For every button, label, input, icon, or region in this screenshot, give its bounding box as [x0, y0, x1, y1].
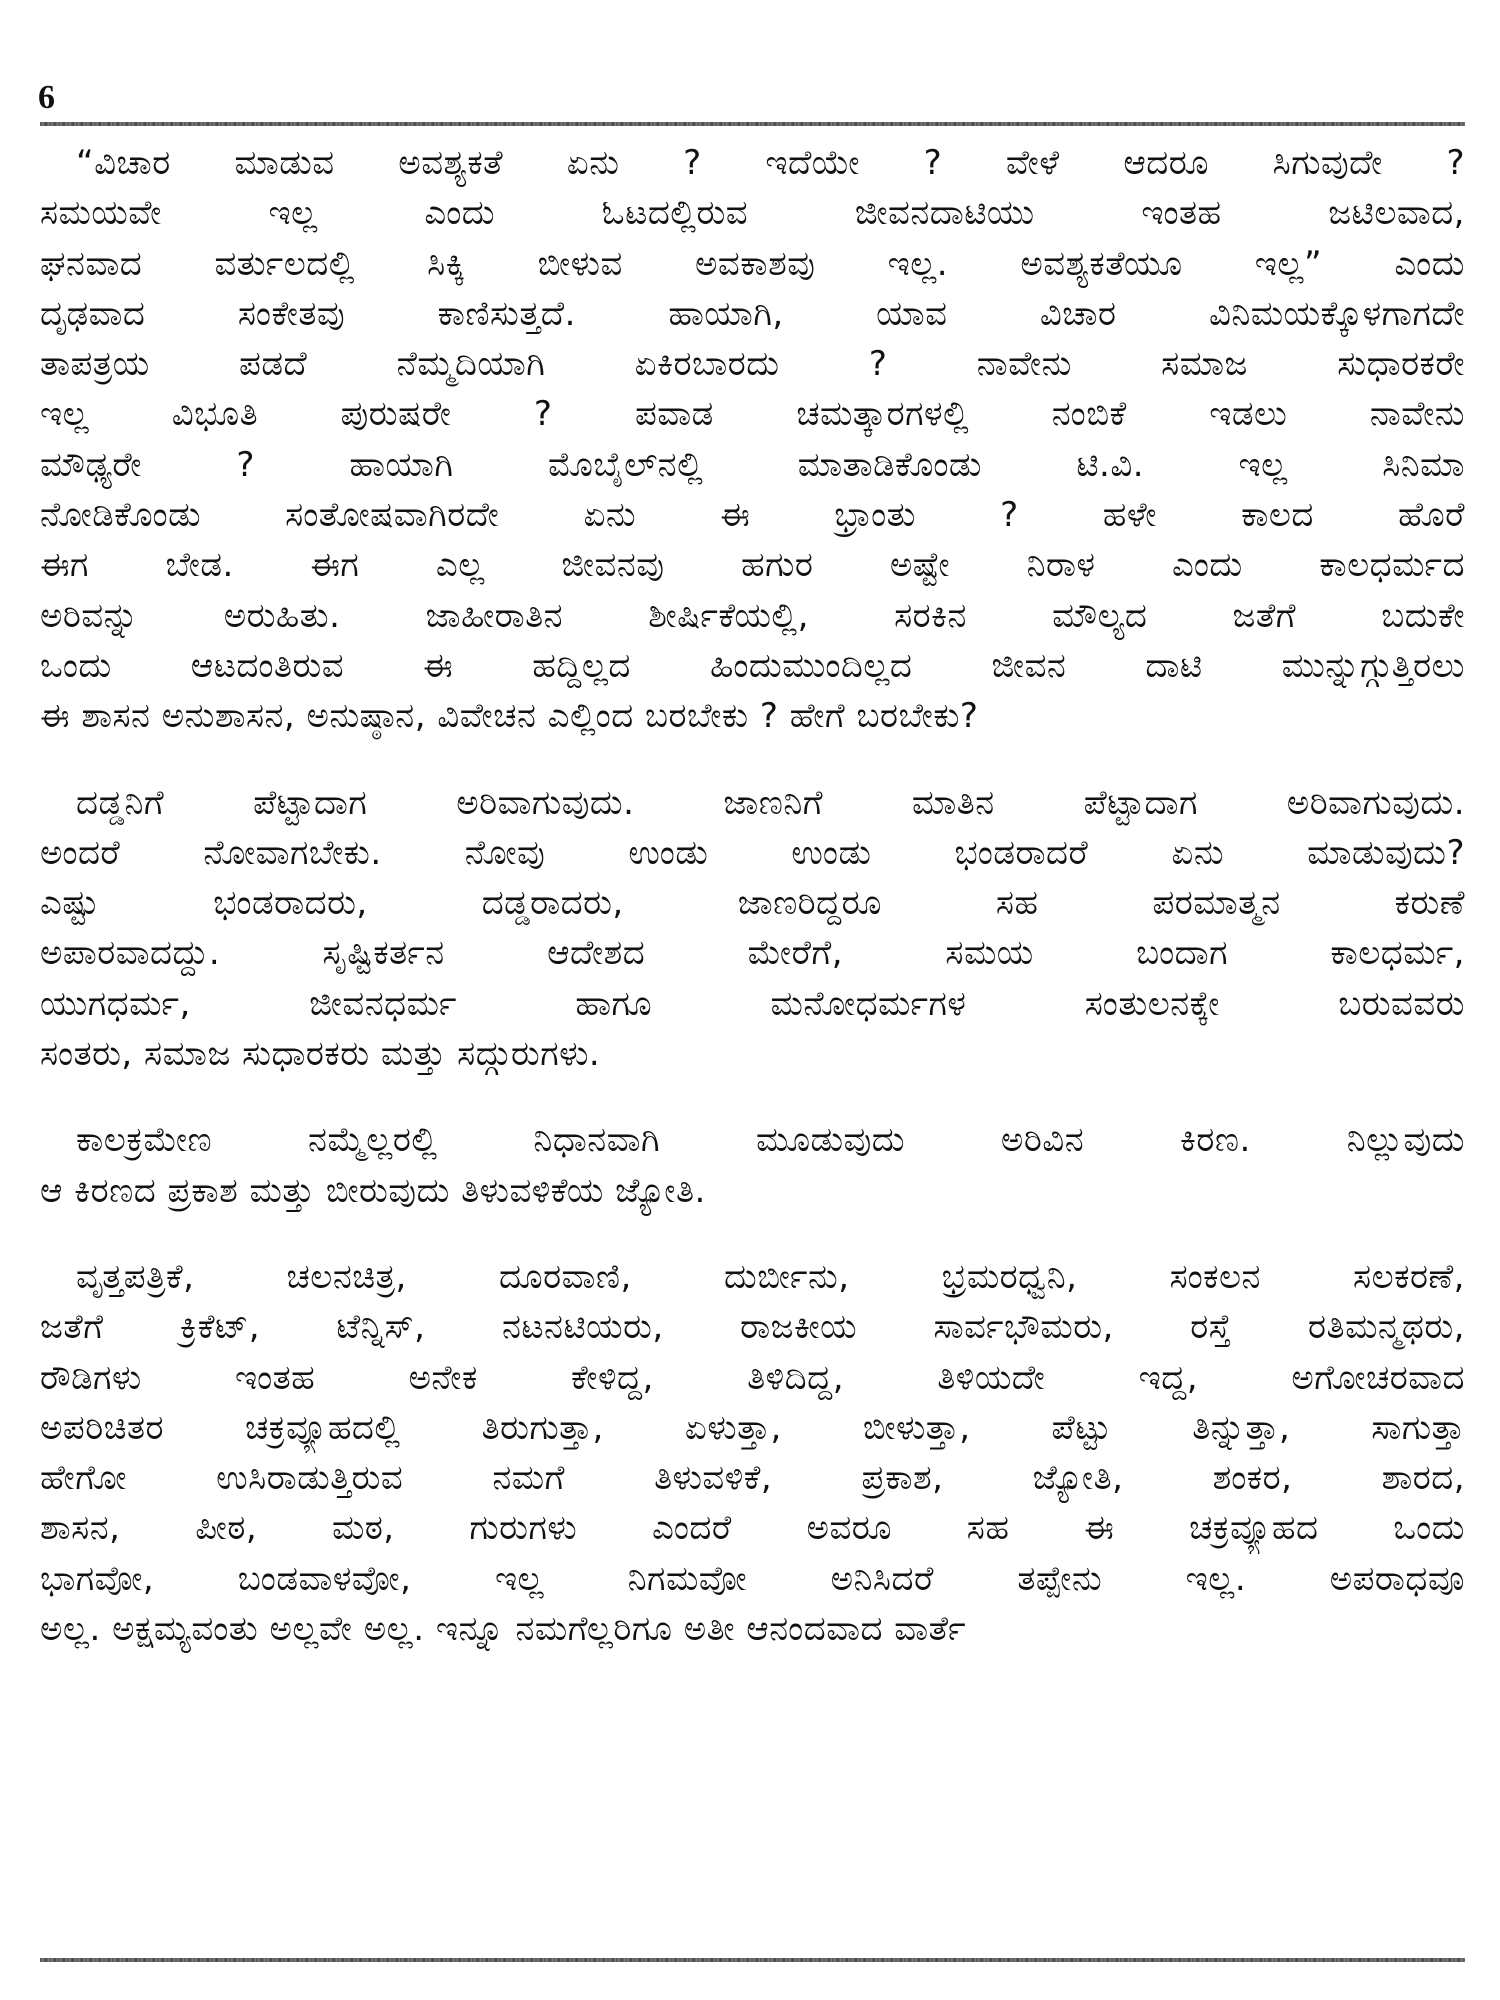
- text-line: ಯುಗಧರ್ಮ, ಜೀವನಧರ್ಮ ಹಾಗೂ ಮನೋಧರ್ಮಗಳ ಸಂತುಲನಕ್ಕೇ ಬರುವವರು: [40, 983, 1465, 1024]
- paragraph-4: [40, 1252, 1465, 1654]
- bottom-divider: [40, 1958, 1465, 1962]
- text-line: ಸಮಯವೇ ಇಲ್ಲ ಎಂದು ಓಟದಲ್ಲಿರುವ ಜೀವನದಾಟಿಯು ಇಂತಹ ಜಟಿಲವಾದ,: [40, 193, 1465, 234]
- paragraph-1: [40, 138, 1465, 742]
- text-line: ಅರಿವನ್ನು ಅರುಹಿತು. ಜಾಹೀರಾತಿನ ಶೀರ್ಷಿಕೆಯಲ್ಲಿ, ಸರಕಿನ ಮೌಲ್ಯದ ಜತೆಗೆ ಬದುಕೇ: [40, 595, 1465, 636]
- text-line: ಈ ಶಾಸನ ಅನುಶಾಸನ, ಅನುಷ್ಠಾನ, ವಿವೇಚನ ಎಲ್ಲಿಂದ ಬರಬೇಕು ? ಹೇಗೆ ಬರಬೇಕು?: [40, 696, 979, 737]
- text-line: ಘನವಾದ ವರ್ತುಲದಲ್ಲಿ ಸಿಕ್ಕಿ ಬೀಳುವ ಅವಕಾಶವು ಇಲ್ಲ. ಅವಶ್ಯಕತೆಯೂ ಇಲ್ಲ” ಎಂದು: [40, 243, 1465, 284]
- text-line: ಭಾಗವೋ, ಬಂಡವಾಳವೋ, ಇಲ್ಲ ನಿಗಮವೋ ಅನಿಸಿದರೆ ತಪ್ಪೇನು ಇಲ್ಲ. ಅಪರಾಧವೂ: [40, 1558, 1465, 1599]
- text-line: ವೃತ್ತಪತ್ರಿಕೆ, ಚಲನಚಿತ್ರ, ದೂರವಾಣಿ, ದುರ್ಬೀನು, ಭ್ರಮರಧ್ವನಿ, ಸಂಕಲನ ಸಲಕರಣೆ,: [76, 1256, 1465, 1297]
- text-line: ಅಲ್ಲ. ಅಕ್ಷಮ್ಯವಂತು ಅಲ್ಲವೇ ಅಲ್ಲ. ಇನ್ನೂ ನಮಗೆಲ್ಲರಿಗೂ ಅತೀ ಆನಂದವಾದ ವಾರ್ತೆ: [40, 1609, 967, 1650]
- text-line: ಶಾಸನ, ಪೀಠ, ಮಠ, ಗುರುಗಳು ಎಂದರೆ ಅವರೂ ಸಹ ಈ ಚಕ್ರವ್ಯೂಹದ ಒಂದು: [40, 1508, 1465, 1549]
- paragraph-3: [40, 1115, 1465, 1216]
- text-line: ಇಲ್ಲ ವಿಭೂತಿ ಪುರುಷರೇ ? ಪವಾಡ ಚಮತ್ಕಾರಗಳಲ್ಲಿ ನಂಬಿಕೆ ಇಡಲು ನಾವೇನು: [40, 394, 1465, 435]
- text-line: ಅಪರಿಚಿತರ ಚಕ್ರವ್ಯೂಹದಲ್ಲಿ ತಿರುಗುತ್ತಾ, ಏಳುತ್ತಾ, ಬೀಳುತ್ತಾ, ಪೆಟ್ಟು ತಿನ್ನುತ್ತಾ, ಸಾಗುತ್ತಾ: [40, 1407, 1465, 1448]
- text-line: ಮೌಢ್ಯರೇ ? ಹಾಯಾಗಿ ಮೊಬೈಲ್‌ನಲ್ಲಿ ಮಾತಾಡಿಕೊಂಡು ಟಿ.ವಿ. ಇಲ್ಲ ಸಿನಿಮಾ: [40, 444, 1465, 485]
- text-line: “ವಿಚಾರ ಮಾಡುವ ಅವಶ್ಯಕತೆ ಏನು ? ಇದೆಯೇ ? ವೇಳೆ ಆದರೂ ಸಿಗುವುದೇ ?: [76, 143, 1465, 183]
- text-line: ದೃಢವಾದ ಸಂಕೇತವು ಕಾಣಿಸುತ್ತದೆ. ಹಾಯಾಗಿ, ಯಾವ ವಿಚಾರ ವಿನಿಮಯಕ್ಕೊಳಗಾಗದೇ: [40, 293, 1465, 334]
- top-divider: [40, 122, 1465, 126]
- text-line: ಹೇಗೋ ಉಸಿರಾಡುತ್ತಿರುವ ನಮಗೆ ತಿಳುವಳಿಕೆ, ಪ್ರಕಾಶ, ಜ್ಯೋತಿ, ಶಂಕರ, ಶಾರದ,: [40, 1458, 1465, 1499]
- body-text: [40, 138, 1465, 1690]
- text-line: ಎಷ್ಟು ಭಂಡರಾದರು, ದಡ್ಡರಾದರು, ಜಾಣರಿದ್ದರೂ ಸಹ ಪರಮಾತ್ಮನ ಕರುಣೆ: [40, 883, 1465, 924]
- text-line: ಆ ಕಿರಣದ ಪ್ರಕಾಶ ಮತ್ತು ಬೀರುವುದು ತಿಳುವಳಿಕೆಯ ಜ್ಯೋತಿ.: [40, 1170, 706, 1211]
- text-line: ರೌಡಿಗಳು ಇಂತಹ ಅನೇಕ ಕೇಳಿದ್ದ, ತಿಳಿದಿದ್ದ, ತಿಳಿಯದೇ ಇದ್ದ, ಅಗೋಚರವಾದ: [40, 1357, 1465, 1398]
- text-line: ಅಪಾರವಾದದ್ದು. ಸೃಷ್ಟಿಕರ್ತನ ಆದೇಶದ ಮೇರೆಗೆ, ಸಮಯ ಬಂದಾಗ ಕಾಲಧರ್ಮ,: [40, 933, 1465, 974]
- text-line: ಸಂತರು, ಸಮಾಜ ಸುಧಾರಕರು ಮತ್ತು ಸದ್ಗುರುಗಳು.: [40, 1034, 601, 1075]
- text-line: ಅಂದರೆ ನೋವಾಗಬೇಕು. ನೋವು ಉಂಡು ಉಂಡು ಭಂಡರಾದರೆ ಏನು ಮಾಡುವುದು?: [40, 832, 1465, 873]
- text-line: ಜತೆಗೆ ಕ್ರಿಕೆಟ್, ಟೆನ್ನಿಸ್, ನಟನಟಿಯರು, ರಾಜಕೀಯ ಸಾರ್ವಭೌಮರು, ರಸ್ತೆ ರತಿಮನ್ಮಥರು,: [40, 1307, 1465, 1348]
- text-line: ಈಗ ಬೇಡ. ಈಗ ಎಲ್ಲ ಜೀವನವು ಹಗುರ ಅಷ್ಟೇ ನಿರಾಳ ಎಂದು ಕಾಲಧರ್ಮದ: [40, 545, 1465, 586]
- text-line: ತಾಪತ್ರಯ ಪಡದೆ ನೆಮ್ಮದಿಯಾಗಿ ಏಕಿರಬಾರದು ? ನಾವೇನು ಸಮಾಜ ಸುಧಾರಕರೇ: [40, 344, 1465, 385]
- page-number: 6: [38, 79, 55, 116]
- text-line: ಒಂದು ಆಟದಂತಿರುವ ಈ ಹದ್ದಿಲ್ಲದ ಹಿಂದುಮುಂದಿಲ್ಲದ ಜೀವನ ದಾಟಿ ಮುನ್ನುಗ್ಗುತ್ತಿರಲು: [40, 645, 1465, 686]
- paragraph-2: [40, 778, 1465, 1080]
- text-line: ನೋಡಿಕೊಂಡು ಸಂತೋಷವಾಗಿರದೇ ಏನು ಈ ಭ್ರಾಂತು ? ಹಳೇ ಕಾಲದ ಹೊರೆ: [40, 495, 1465, 536]
- text-line: ಕಾಲಕ್ರಮೇಣ ನಮ್ಮೆಲ್ಲರಲ್ಲಿ ನಿಧಾನವಾಗಿ ಮೂಡುವುದು ಅರಿವಿನ ಕಿರಣ. ನಿಲ್ಲುವುದು: [76, 1120, 1465, 1161]
- text-line: ದಡ್ಡನಿಗೆ ಪೆಟ್ಟಾದಾಗ ಅರಿವಾಗುವುದು. ಜಾಣನಿಗೆ ಮಾತಿನ ಪೆಟ್ಟಾದಾಗ ಅರಿವಾಗುವುದು.: [76, 782, 1465, 823]
